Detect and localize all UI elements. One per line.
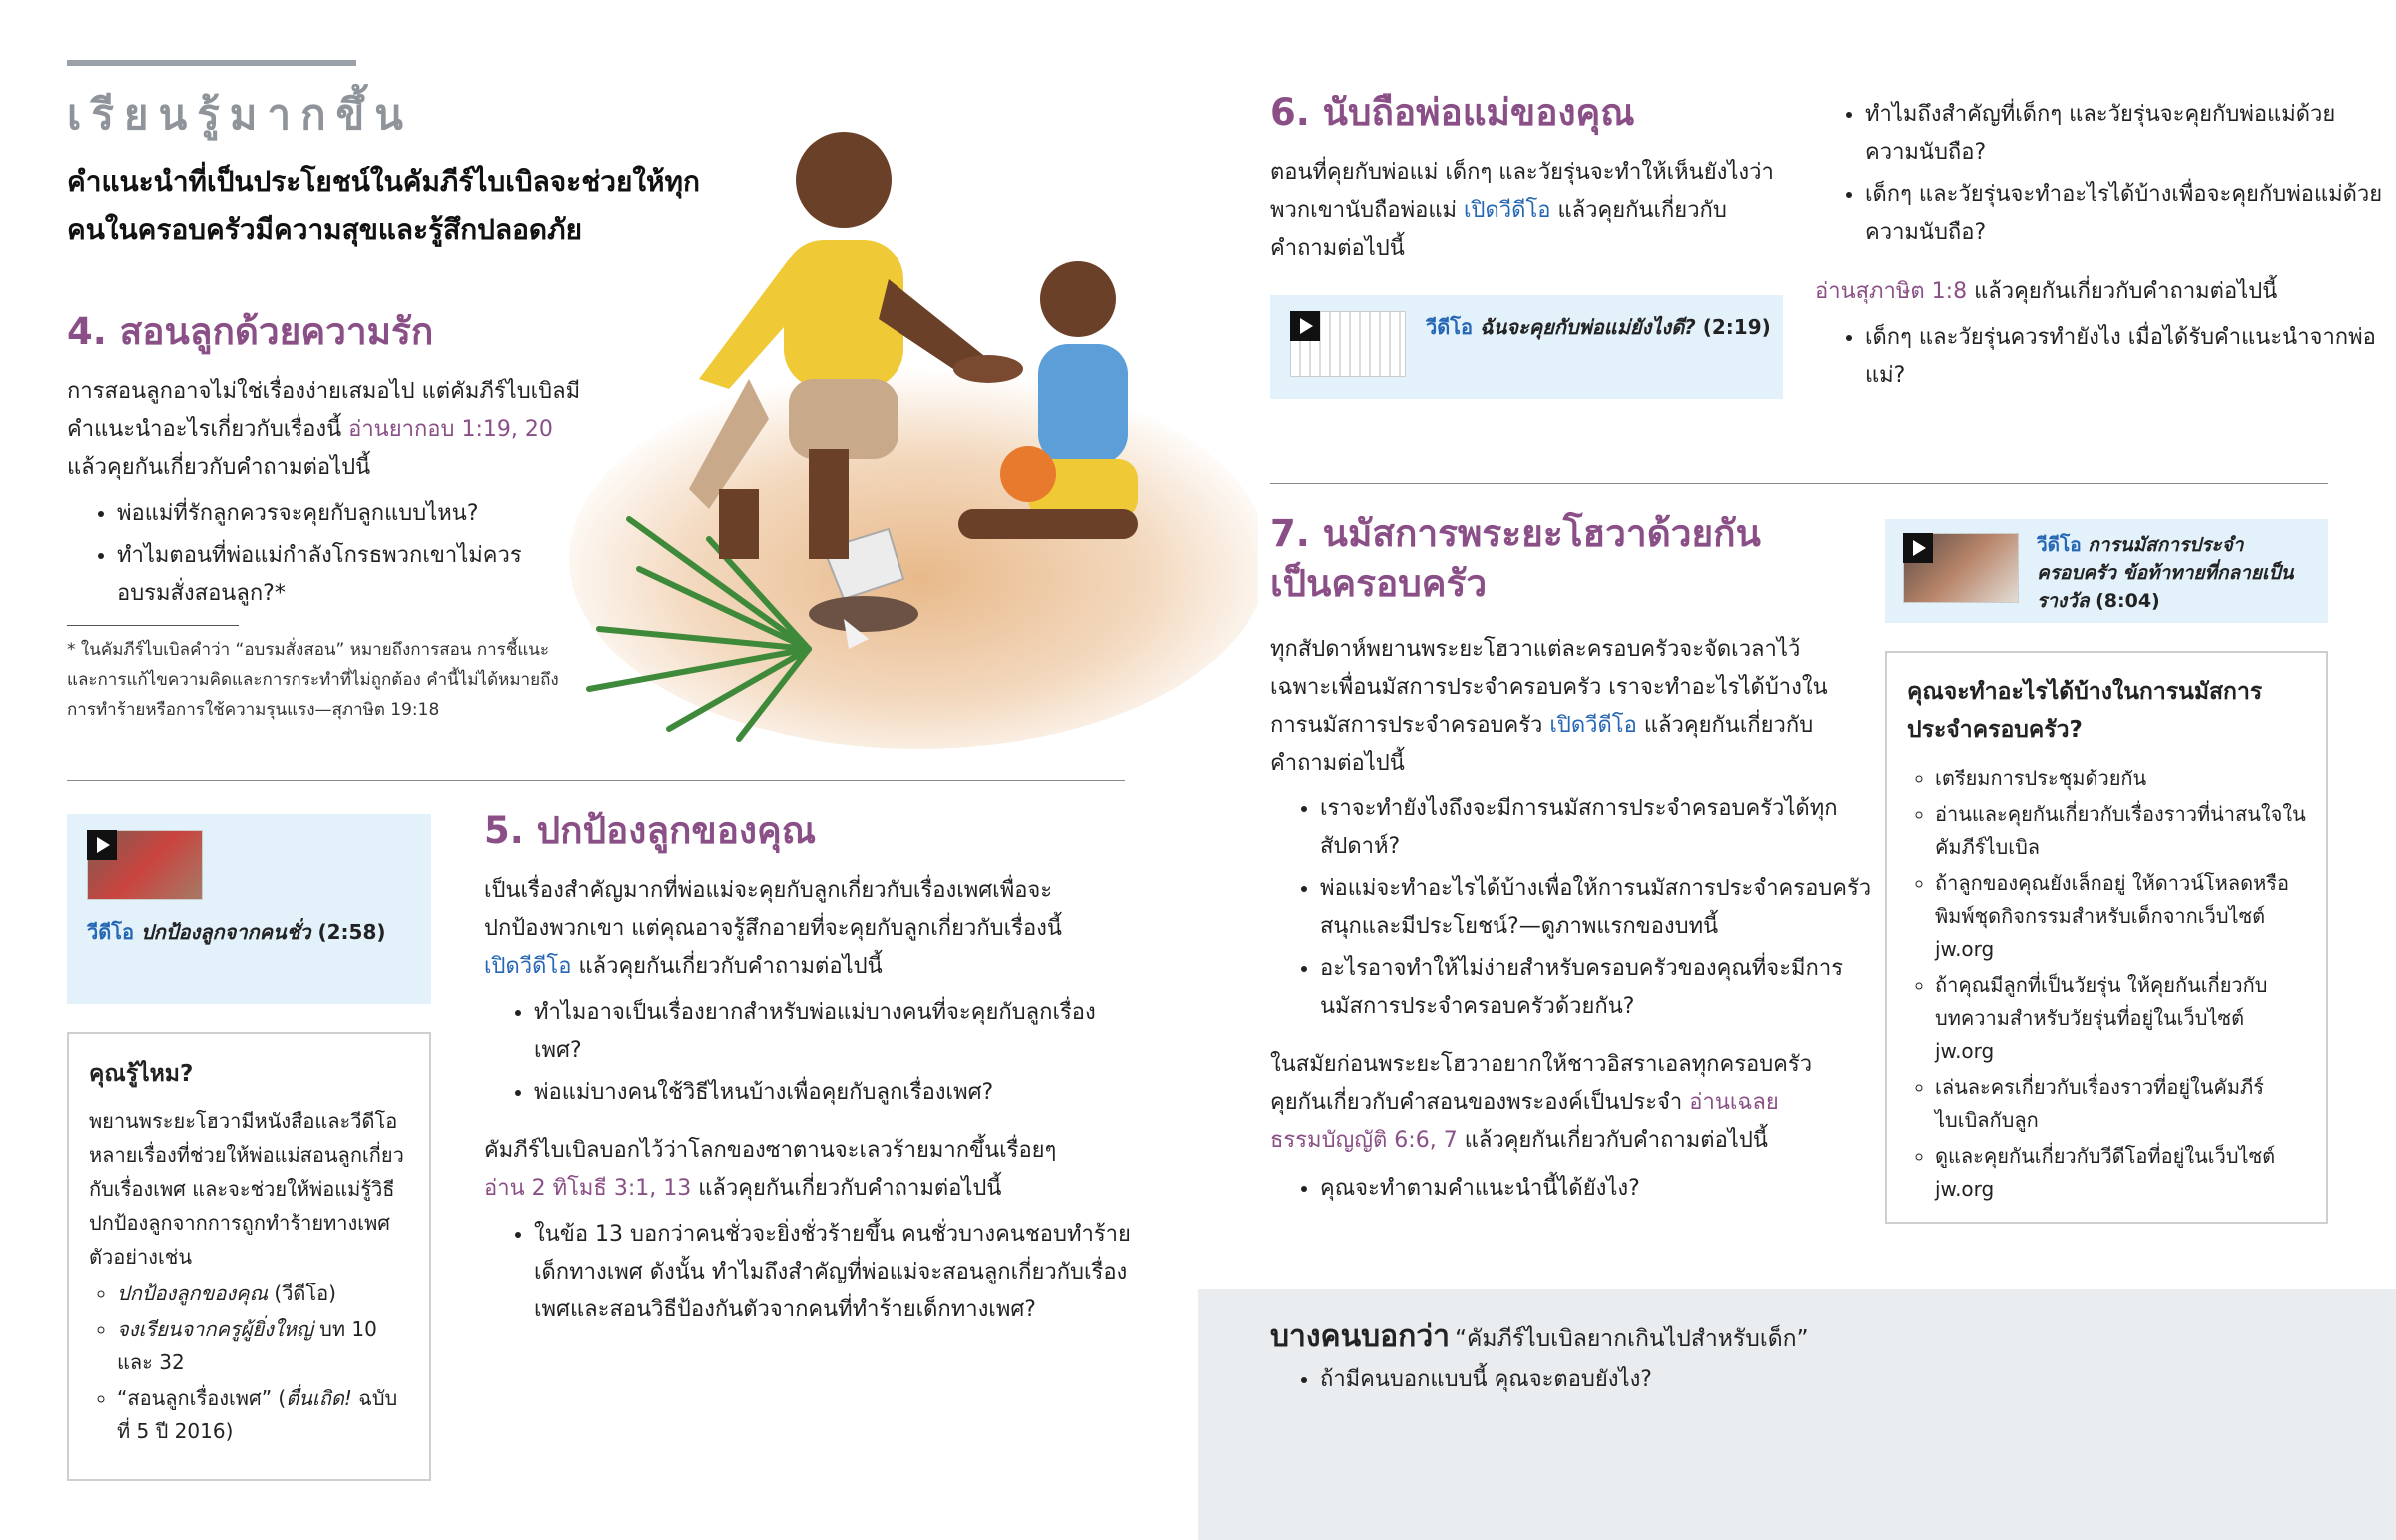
video-caption: วีดีโอ การนมัสการประจำครอบครัว ข้อท้าทายที่กลายเป็นรางวัล (8:04) (2037, 534, 2294, 612)
ideas-item: ◦ เตรียมการประชุมด้วยกัน (1935, 763, 2306, 795)
section-6-read: อ่านสุภาษิต 1:8 แล้วคุยกันเกี่ยวกับคำถามต่อไปนี้ (1815, 279, 2278, 304)
some-say-question: • ถ้ามีคนบอกแบบนี้ คุณจะตอบยังไง? (1320, 1361, 2218, 1399)
some-say-panel (1198, 1289, 2396, 1540)
right-divider (1270, 483, 2328, 484)
section-6-question-3: • เด็กๆ และวัยรุ่นควรทำยังไง เมื่อได้รับคำแนะนำจากพ่อแม่? (1865, 319, 2384, 395)
did-you-know-item: ◦ ปกป้องลูกของคุณ (วีดีโอ) (117, 1278, 409, 1310)
did-you-know-item: ◦ “สอนลูกเรื่องเพศ” (ตื่นเถิด! ฉบับที่ 5 ปี 2016) (117, 1382, 409, 1448)
section-4-footnote: * ในคัมภีร์ไบเบิลคำว่า “อบรมสั่งสอน” หมายถึงการสอน การชี้แนะ และการแก้ไขความคิดและการกระทำที่ไม่ถูกต้อง คำนี้ไม่ได้หมายถึงการทำร้ายหรือการใช้ความรุนแรง—สุภาษิต 19:18 (67, 640, 559, 720)
section-7-paragraph-2: ในสมัยก่อนพระยะโฮวาอยากให้ชาวอิสราเอลทุกครอบครัวคุยกันเกี่ยวกับคำสอนของพระองค์เป็นประจำ อ่านเฉลยธรรมบัญญัติ 6:6, 7 แล้วคุยกันเกี่ยวกับคำถามต่อไปนี้ (1270, 1052, 1813, 1153)
did-you-know-body: พยานพระยะโฮวามีหนังสือและวีดีโอหลายเรื่องที่ช่วยให้พ่อแม่สอนลูกเกี่ยวกับเรื่องเพศ และจะช่วยให้พ่อแม่รู้วิธีปกป้องลูกจากการถูกทำร้ายทางเพศ ตัวอย่างเช่น (89, 1109, 404, 1269)
section-5-question-3: • ในข้อ 13 บอกว่าคนชั่วจะยิ่งชั่วร้ายขึ้น คนชั่วบางคนชอบทำร้ายเด็กทางเพศ ดังนั้น ทำไมถึงสำคัญที่พ่อแม่จะสอนลูกเกี่ยวกับเรื่องเพศและสอนวิธีป้องกันตัวจากคนที่ทำร้ายเด็กทางเพศ? (534, 1216, 1143, 1329)
section-5-scripture-link[interactable]: อ่าน 2 ทิโมธี 3:1, 13 (484, 1176, 692, 1201)
section-7-scripture-link[interactable]: อ่านเฉลยธรรมบัญญัติ 6:6, 7 (1270, 1090, 1779, 1153)
section-6-scripture-link[interactable]: อ่านสุภาษิต 1:8 (1815, 279, 1968, 304)
section-6-question-2: • เด็กๆ และวัยรุ่นจะทำอะไรได้บ้างเพื่อจะคุยกับพ่อแม่ด้วยความนับถือ? (1865, 176, 2384, 252)
section-5-question-1: • ทำไมอาจเป็นเรื่องยากสำหรับพ่อแม่บางคนที่จะคุยกับลูกเรื่องเพศ? (534, 994, 1133, 1070)
kicker-rule (67, 60, 356, 66)
section-6-questions-2 (1815, 319, 2384, 399)
section-6-title: 6. นับถือพ่อแม่ของคุณ (1270, 91, 1635, 134)
ideas-item: ◦ ถ้าคุณมีลูกที่เป็นวัยรุ่น ให้คุยกันเกี่ยวกับบทความสำหรับวัยรุ่นที่อยู่ในเว็บไซต์ jw.org (1935, 969, 2306, 1068)
section-5-question-2: • พ่อแม่บางคนใช้วิธีไหนบ้างเพื่อคุยกับลูกเรื่องเพศ? (534, 1074, 1133, 1112)
father-son-illustration (559, 130, 1258, 749)
section-6-video-link[interactable]: เปิดวีดีโอ (1464, 198, 1551, 223)
footnote-rule (67, 625, 239, 626)
video-box-protect-children[interactable] (67, 814, 431, 1004)
family-worship-ideas-box (1885, 651, 2328, 1224)
section-5-video-link[interactable]: เปิดวีดีโอ (484, 954, 572, 979)
ideas-box-title: คุณจะทำอะไรได้บ้างในการนมัสการประจำครอบครัว? (1907, 679, 2263, 743)
ideas-item: ◦ ถ้าลูกของคุณยังเล็กอยู่ ให้ดาวน์โหลดหรือพิมพ์ชุดกิจกรรมสำหรับเด็กจากเว็บไซต์ jw.org (1935, 867, 2306, 966)
some-say-lead: บางคนบอกว่า (1270, 1319, 1451, 1354)
video-box-talk-to-parents[interactable] (1270, 295, 1783, 399)
section-4-question-1: • พ่อแม่ที่รักลูกควรจะคุยกับลูกแบบไหน? (117, 495, 556, 533)
video-label: วีดีโอ (87, 920, 134, 944)
did-you-know-list (89, 1278, 409, 1448)
some-say-questions (1270, 1361, 2218, 1403)
section-7-questions (1270, 790, 1879, 1030)
ideas-item: ◦ ดูและคุยกันเกี่ยวกับวีดีโอที่อยู่ในเว็บไซต์ jw.org (1935, 1140, 2306, 1206)
play-icon[interactable] (1290, 311, 1320, 341)
section-6-questions (1815, 96, 2384, 256)
some-say-quote: “คัมภีร์ไบเบิลยากเกินไปสำหรับเด็ก” (1455, 1326, 1809, 1352)
ideas-list (1907, 763, 2306, 1206)
section-5-questions (484, 994, 1133, 1116)
section-4-text-b: แล้วคุยกันเกี่ยวกับคำถามต่อไปนี้ (67, 455, 371, 480)
intro-text: คำแนะนำที่เป็นประโยชน์ในคัมภีร์ไบเบิลจะช่วยให้ทุกคนในครอบครัวมีความสุขและรู้สึกปลอดภัย (67, 165, 700, 246)
section-7-question-2: • พ่อแม่จะทำอะไรได้บ้างเพื่อให้การนมัสการประจำครอบครัวสนุกและมีประโยชน์?—ดูภาพแรกของบทนี้ (1320, 870, 1879, 946)
section-5-questions-2 (484, 1216, 1143, 1333)
section-5-paragraph-2: คัมภีร์ไบเบิลบอกไว้ว่าโลกของซาตานจะเลวร้ายมากขึ้นเรื่อยๆ อ่าน 2 ทิโมธี 3:1, 13 แล้วคุยกันเกี่ยวกับคำถามต่อไปนี้ (484, 1138, 1057, 1201)
section-4-text: การสอนลูกอาจไม่ใช่เรื่องง่ายเสมอไป แต่คัมภีร์ไบเบิลมีคำแนะนำอะไรเกี่ยวกับเรื่องนี้ (67, 379, 581, 442)
play-icon[interactable] (1903, 533, 1933, 563)
section-7-question-1: • เราจะทำยังไงถึงจะมีการนมัสการประจำครอบครัวได้ทุกสัปดาห์? (1320, 790, 1879, 866)
section-4-scripture-link[interactable]: อ่านยากอบ 1:19, 20 (348, 417, 553, 442)
video-caption (87, 916, 386, 948)
section-5-paragraph-1: เป็นเรื่องสำคัญมากที่พ่อแม่จะคุยกับลูกเกี่ยวกับเรื่องเพศเพื่อจะปกป้องพวกเขา แต่คุณอาจรู้สึกอายที่จะคุยกับลูกเกี่ยวกับเรื่องนี้ เปิดวีดีโอ แล้วคุยกันเกี่ยวกับคำถามต่อไปนี้ (484, 878, 1062, 979)
section-5-title: 5. ปกป้องลูกของคุณ (484, 809, 817, 852)
section-7-title: 7. นมัสการพระยะโฮวาด้วยกัน เป็นครอบครัว (1270, 512, 1761, 605)
ideas-item: ◦ เล่นละครเกี่ยวกับเรื่องราวที่อยู่ในคัมภีร์ไบเบิลกับลูก (1935, 1071, 2306, 1137)
left-divider (67, 780, 1125, 781)
did-you-know-item: ◦ จงเรียนจากครูผู้ยิ่งใหญ่ บท 10 และ 32 (117, 1313, 409, 1379)
ideas-item: ◦ อ่านและคุยกันเกี่ยวกับเรื่องราวที่น่าสนใจในคัมภีร์ไบเบิล (1935, 798, 2306, 864)
kicker-title: เรียนรู้มากขึ้น (67, 90, 413, 139)
some-say-heading (1270, 1313, 1809, 1360)
did-you-know-box (67, 1032, 431, 1481)
section-4-title: 4. สอนลูกด้วยความรัก (67, 310, 434, 353)
section-6-paragraph: ตอนที่คุยกับพ่อแม่ เด็กๆ และวัยรุ่นจะทำให้เห็นยังไงว่าพวกเขานับถือพ่อแม่ เปิดวีดีโอ แล้วคุยกันเกี่ยวกับคำถามต่อไปนี้ (1270, 160, 1774, 260)
video-caption: วีดีโอ ฉันจะคุยกับพ่อแม่ยังไงดี? (2:19) (1426, 315, 1771, 339)
video-box-family-worship[interactable] (1885, 519, 2328, 623)
section-7-video-link[interactable]: เปิดวีดีโอ (1549, 713, 1637, 738)
video-title: ปกป้องลูกจากคนชั่ว (140, 920, 311, 944)
section-7-question-3: • อะไรอาจทำให้ไม่ง่ายสำหรับครอบครัวของคุณที่จะมีการนมัสการประจำครอบครัวด้วยกัน? (1320, 950, 1879, 1026)
section-6-question-1: • ทำไมถึงสำคัญที่เด็กๆ และวัยรุ่นจะคุยกับพ่อแม่ด้วยความนับถือ? (1865, 96, 2384, 172)
play-icon[interactable] (87, 830, 117, 860)
video-duration: (2:58) (317, 920, 386, 944)
section-4-question-2: • ทำไมตอนที่พ่อแม่กำลังโกรธพวกเขาไม่ควรอบรมสั่งสอนลูก?* (117, 537, 556, 613)
section-7-questions-2 (1270, 1170, 1879, 1212)
section-7-paragraph-1: ทุกสัปดาห์พยานพระยะโฮวาแต่ละครอบครัวจะจัดเวลาไว้เฉพาะเพื่อนมัสการประจำครอบครัว เราจะทำอะไรได้บ้างในการนมัสการประจำครอบครัว เปิดวีดีโอ แล้วคุยกันเกี่ยวกับคำถามต่อไปนี้ (1270, 637, 1828, 775)
section-7-question-4: • คุณจะทำตามคำแนะนำนี้ได้ยังไง? (1320, 1170, 1879, 1208)
did-you-know-title: คุณรู้ไหม? (89, 1061, 194, 1087)
section-4-questions (67, 495, 556, 617)
section-4-paragraph (67, 373, 586, 487)
